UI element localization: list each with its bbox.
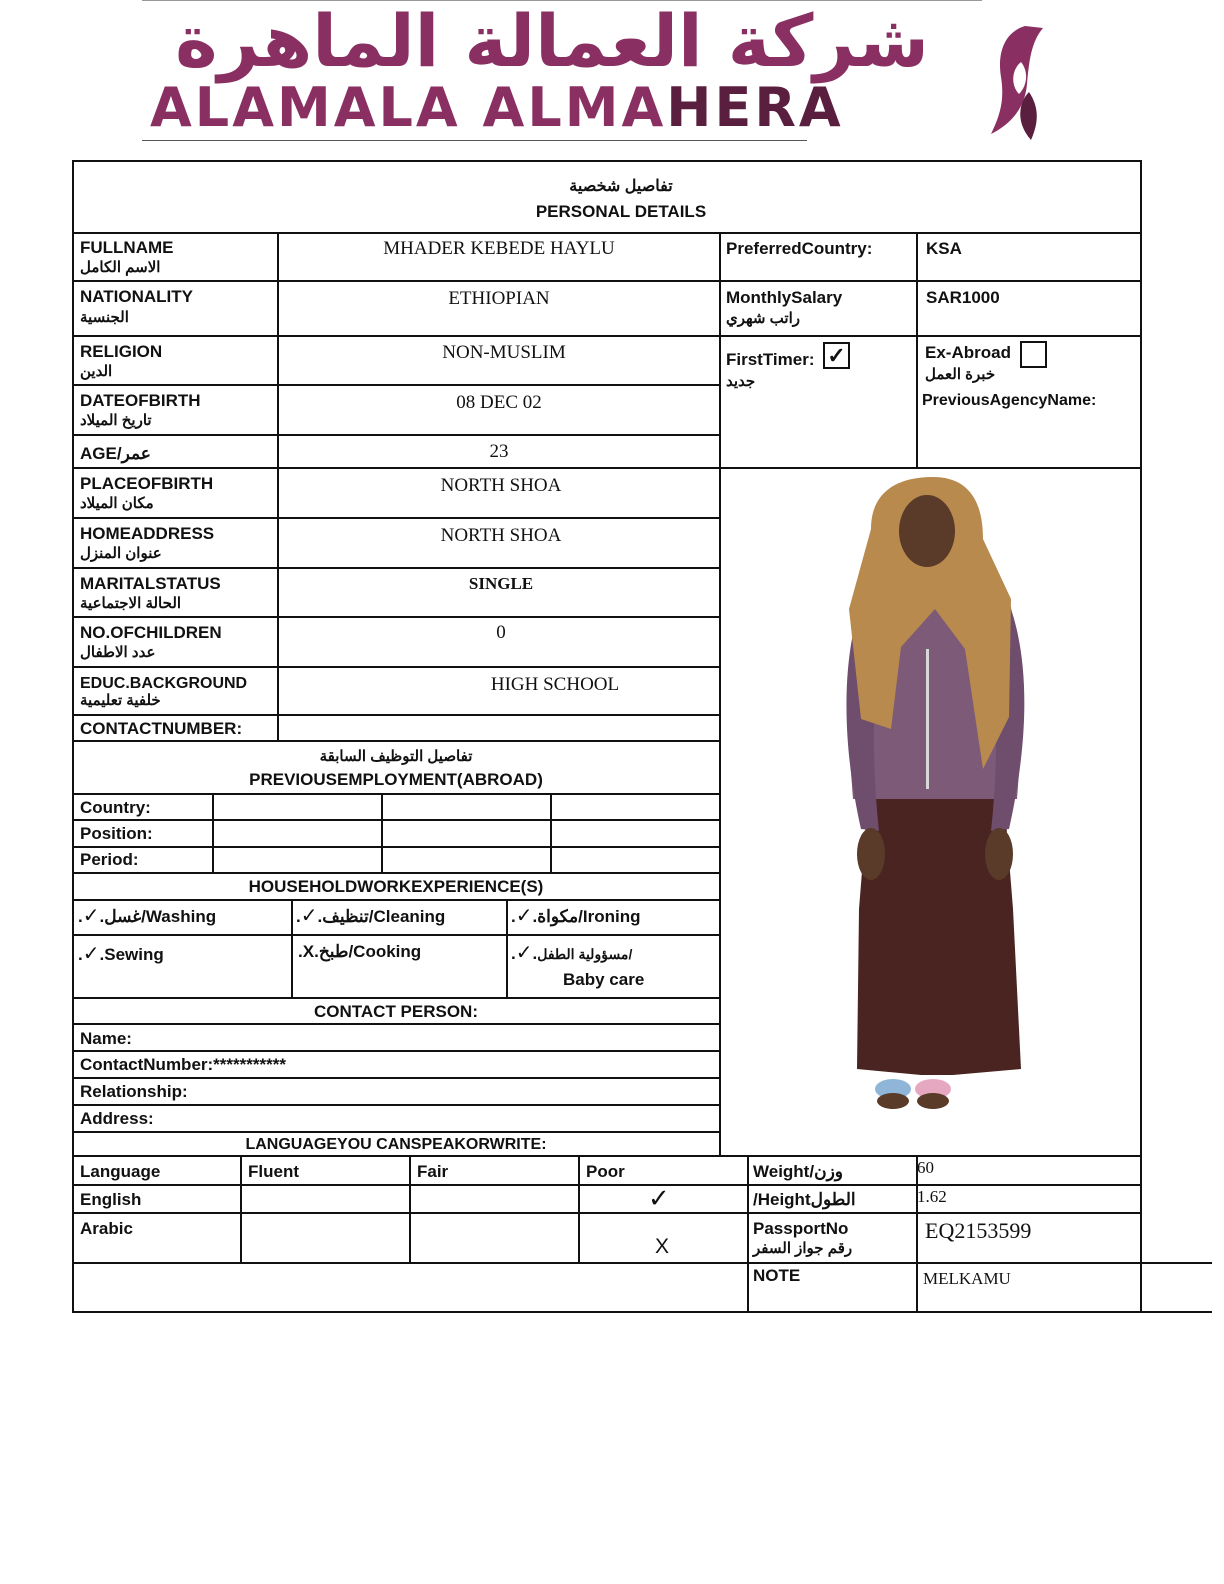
ex-abroad-checkbox[interactable] — [1020, 341, 1047, 368]
english-poor-check-icon: ✓ — [648, 1183, 670, 1213]
brand-latin-part2: HERA — [666, 76, 844, 139]
nationality-label-ar: الجنسية — [80, 309, 129, 326]
education-label: EDUC.BACKGROUND — [80, 675, 248, 692]
washing-check-icon: ✓ — [82, 905, 100, 927]
height-label: /Heightالطول — [753, 1190, 856, 1209]
cooking-item: .X.طبخ/Cooking — [298, 942, 422, 961]
religion-value: NON-MUSLIM — [442, 342, 566, 363]
contact-person-number-label: ContactNumber:*********** — [80, 1055, 286, 1074]
home-address-label: HOMEADDRESS — [80, 524, 215, 543]
ex-abroad-label: Ex-Abroad — [925, 343, 1011, 362]
personal-details-title: PERSONAL DETAILS — [535, 202, 707, 221]
education-value: HIGH SCHOOL — [490, 674, 620, 695]
contact-name-label: Name: — [80, 1029, 132, 1048]
employment-country-label: Country: — [80, 798, 151, 817]
language-header-fair: Fair — [417, 1162, 449, 1181]
sewing-label: Sewing — [104, 945, 164, 964]
baby-care-label-ar: مسؤولية الطفل/ — [537, 946, 633, 962]
fullname-value: MHADER KEBEDE HAYLU — [383, 238, 615, 259]
cooking-cross-icon: X — [302, 942, 315, 961]
employment-period-label: Period: — [80, 850, 139, 869]
cleaning-check-icon: ✓ — [300, 905, 318, 927]
contact-number-label: CONTACTNUMBER: — [80, 719, 243, 738]
pob-label: PLACEOFBIRTH — [80, 474, 214, 493]
language-arabic-label: Arabic — [80, 1219, 133, 1238]
language-english-label: English — [80, 1190, 142, 1209]
children-label: NO.OFCHILDREN — [80, 623, 222, 642]
brand-latin-name — [150, 76, 980, 139]
employment-title-ar: تفاصيل التوظيف السابقة — [319, 748, 473, 765]
language-header-language: Language — [80, 1162, 161, 1181]
contact-relationship-label: Relationship: — [80, 1082, 188, 1101]
brand-logo-icon — [985, 22, 1049, 144]
ironing-item: .✓.مكواة/Ironing — [511, 905, 641, 927]
ex-abroad-label-ar: خبرة العمل — [925, 366, 996, 383]
pob-label-ar: مكان الميلاد — [80, 495, 154, 512]
languages-title: LANGUAGEYOU CANSPEAKORWRITE: — [245, 1136, 547, 1153]
age-label: AGE/عمر — [80, 444, 151, 463]
ironing-label: مكواة/Ironing — [537, 907, 641, 926]
previous-agency-label: PreviousAgencyName: — [922, 392, 1097, 409]
weight-value: 60 — [917, 1158, 934, 1177]
salary-label: MonthlySalary — [726, 288, 843, 307]
note-label: NOTE — [753, 1266, 801, 1285]
fullname-label-ar: الاسم الكامل — [80, 259, 161, 276]
passport-label: PassportNo — [753, 1219, 849, 1238]
religion-label-ar: الدين — [80, 363, 113, 380]
brand-latin-part1: ALAMALA ALMA — [150, 76, 667, 139]
salary-value: SAR1000 — [926, 288, 1000, 307]
cooking-label: طبخ/Cooking — [318, 942, 422, 961]
religion-label: RELIGION — [80, 342, 163, 361]
washing-label: غسل/Washing — [104, 907, 217, 926]
marital-label: MARITALSTATUS — [80, 574, 221, 593]
employment-title: PREVIOUSEMPLOYMENT(ABROAD) — [249, 770, 543, 789]
age-value: 23 — [489, 441, 509, 462]
washing-item: .✓.غسل/Washing — [78, 905, 217, 927]
header-bottom-rule — [142, 140, 807, 141]
sewing-check-icon: ✓ — [82, 943, 100, 965]
first-timer-label-ar: جديد — [726, 373, 756, 390]
applicant-photo — [721, 469, 1139, 1154]
passport-value: EQ2153599 — [925, 1218, 1032, 1243]
cleaning-label: تنظيف/Cleaning — [322, 907, 446, 926]
baby-care-item: .✓.مسؤولية الطفل/ — [511, 942, 633, 964]
contact-address-label: Address: — [80, 1109, 154, 1128]
nationality-value: ETHIOPIAN — [448, 288, 550, 309]
passport-label-ar: رقم جواز السفر — [753, 1240, 853, 1257]
baby-care-label: Baby care — [563, 970, 645, 989]
dob-label-ar: تاريخ الميلاد — [80, 412, 152, 429]
first-timer-label: FirstTimer: — [726, 350, 815, 369]
height-value: 1.62 — [917, 1187, 947, 1206]
baby-care-check-icon: ✓ — [515, 942, 533, 964]
employment-position-label: Position: — [80, 824, 153, 843]
marital-label-ar: الحالة الاجتماعية — [80, 595, 182, 612]
first-timer-check-icon: ✓ — [827, 343, 846, 368]
pob-value: NORTH SHOA — [440, 475, 562, 496]
home-address-value: NORTH SHOA — [440, 525, 562, 546]
fullname-label: FULLNAME — [80, 238, 174, 257]
children-value: 0 — [496, 622, 506, 643]
preferred-country-value: KSA — [926, 239, 962, 258]
preferred-country-label: PreferredCountry: — [726, 239, 873, 258]
contact-person-title: CONTACT PERSON: — [313, 1002, 478, 1021]
household-title: HOUSEHOLDWORKEXPERIENCE(S) — [248, 877, 544, 896]
dob-value: 08 DEC 02 — [456, 392, 542, 413]
dob-label: DATEOFBIRTH — [80, 391, 201, 410]
children-label-ar: عدد الاطفال — [80, 644, 156, 661]
marital-value: SINGLE — [468, 574, 534, 593]
cleaning-item: .✓.تنظيف/Cleaning — [296, 905, 446, 927]
education-label-ar: خلفية تعليمية — [80, 692, 161, 709]
weight-label: Weight/وزن — [753, 1162, 843, 1181]
brand-header — [142, 0, 987, 145]
language-header-fluent: Fluent — [248, 1162, 299, 1181]
brand-arabic-name: شركة العمالة الماهرة — [175, 0, 929, 83]
salary-label-ar: راتب شهري — [726, 310, 800, 327]
nationality-label: NATIONALITY — [80, 287, 194, 306]
note-value: MELKAMU — [923, 1269, 1011, 1288]
sewing-item: .✓.Sewing — [78, 943, 164, 965]
home-address-label-ar: عنوان المنزل — [80, 545, 162, 562]
personal-details-title-ar: تفاصيل شخصية — [569, 178, 673, 195]
first-timer-checkbox[interactable] — [823, 342, 850, 369]
arabic-poor-cross-icon: X — [655, 1235, 670, 1258]
language-header-poor: Poor — [586, 1162, 625, 1181]
ironing-check-icon: ✓ — [515, 905, 533, 927]
